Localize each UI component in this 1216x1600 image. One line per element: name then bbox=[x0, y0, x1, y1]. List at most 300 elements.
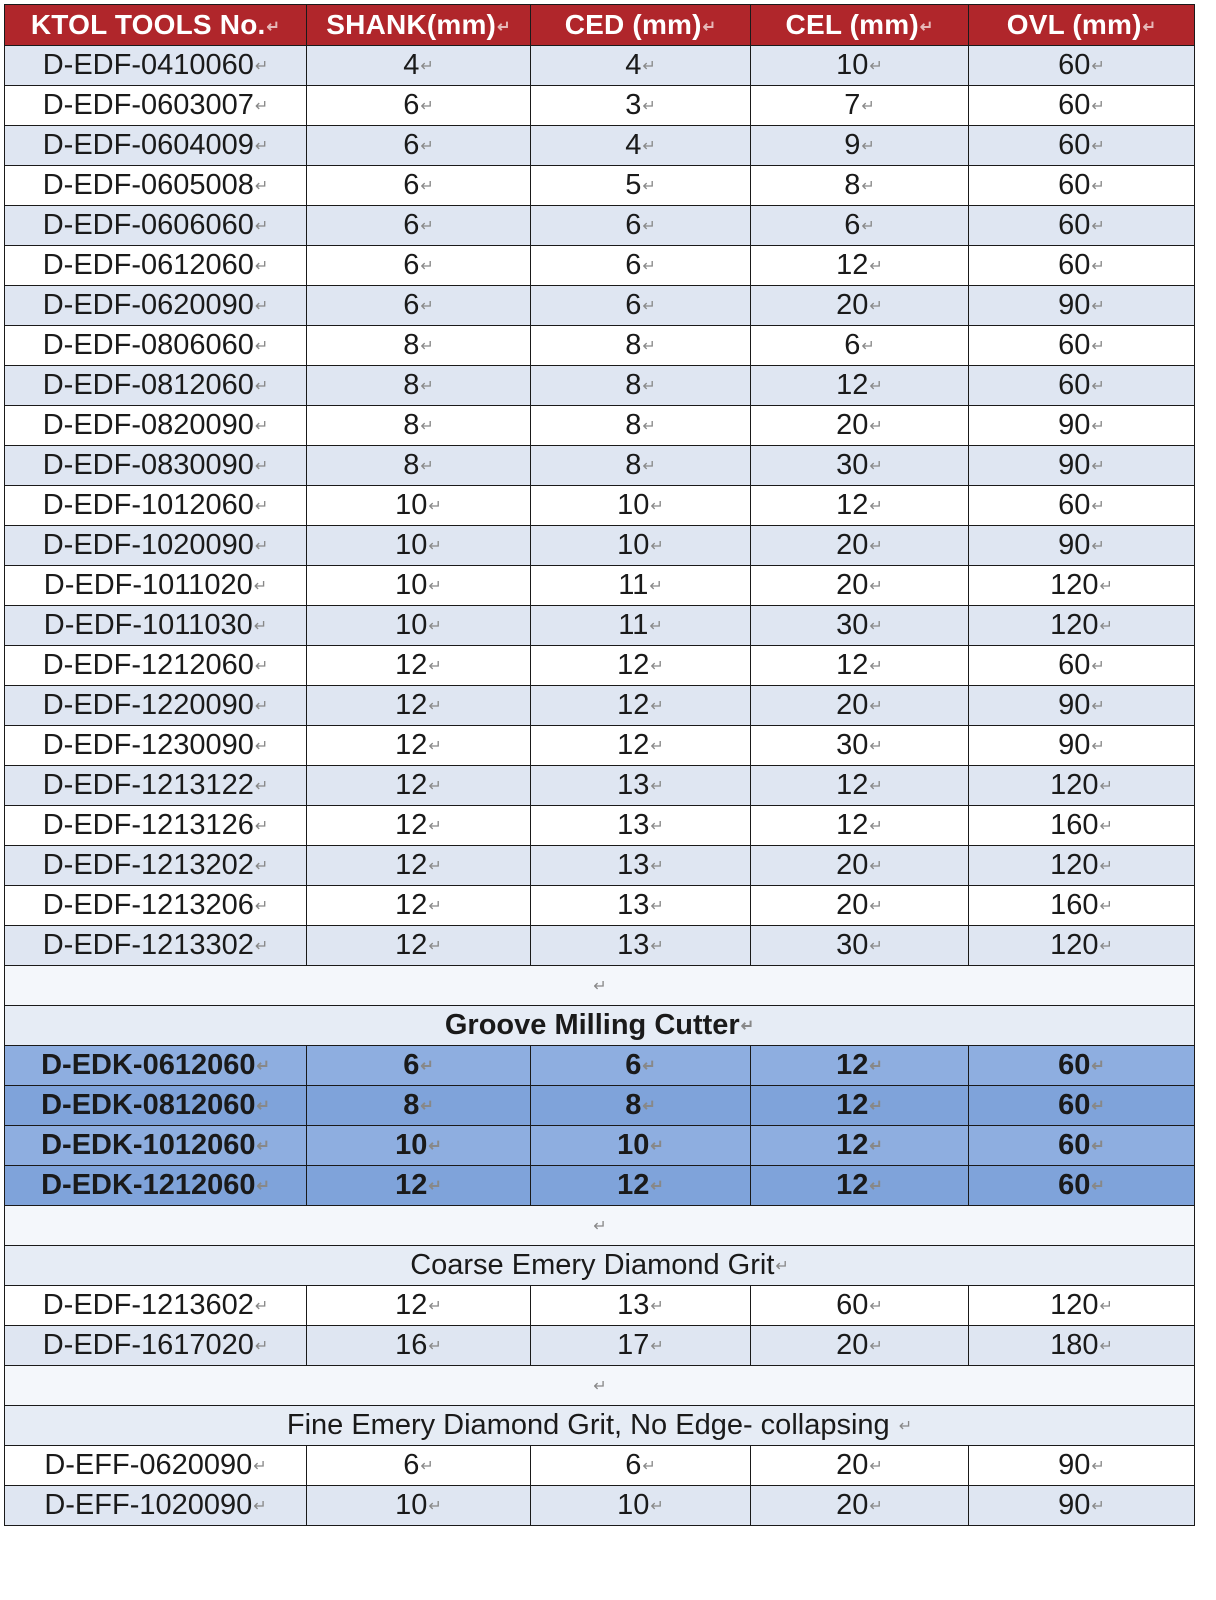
paragraph-mark-icon: ↵ bbox=[254, 418, 269, 436]
shank-cell-text: 10 bbox=[395, 569, 428, 601]
table-row bbox=[5, 886, 1195, 926]
paragraph-mark-icon: ↵ bbox=[861, 98, 875, 116]
ced-cell-text: 10 bbox=[617, 1489, 650, 1521]
ced-cell bbox=[531, 1046, 751, 1086]
part-number-cell bbox=[5, 46, 307, 86]
part-number-cell-text: D-EDK-1012060 bbox=[41, 1129, 256, 1161]
part-number-cell bbox=[5, 366, 307, 406]
paragraph-mark-icon: ↵ bbox=[428, 698, 442, 716]
paragraph-mark-icon: ↵ bbox=[650, 738, 664, 756]
cel-cell bbox=[751, 206, 969, 246]
table-row bbox=[5, 646, 1195, 686]
shank-cell-text: 12 bbox=[395, 849, 428, 881]
ovl-cell bbox=[969, 646, 1195, 686]
cel-cell-text: 20 bbox=[836, 889, 869, 921]
part-number-cell bbox=[5, 646, 307, 686]
paragraph-mark-icon: ↵ bbox=[650, 1298, 664, 1316]
ovl-cell-text: 120 bbox=[1050, 609, 1099, 641]
paragraph-mark-icon: ↵ bbox=[1091, 1498, 1105, 1516]
column-header-text: SHANK(mm) bbox=[326, 9, 497, 40]
cel-cell-text: 6 bbox=[844, 329, 861, 361]
ovl-cell bbox=[969, 446, 1195, 486]
paragraph-mark-icon: ↵ bbox=[869, 578, 883, 596]
ced-cell-text: 6 bbox=[625, 249, 642, 281]
column-header-text: KTOL TOOLS No. bbox=[30, 9, 266, 40]
ovl-cell-text: 60 bbox=[1058, 329, 1091, 361]
paragraph-mark-icon: ↵ bbox=[420, 178, 434, 196]
paragraph-mark-icon: ↵ bbox=[1099, 938, 1113, 956]
table-row bbox=[5, 846, 1195, 886]
ovl-cell bbox=[969, 46, 1195, 86]
paragraph-mark-icon: ↵ bbox=[1099, 578, 1113, 596]
shank-cell bbox=[307, 246, 531, 286]
cel-cell bbox=[751, 86, 969, 126]
paragraph-mark-icon: ↵ bbox=[650, 1338, 664, 1356]
paragraph-mark-icon: ↵ bbox=[428, 1138, 442, 1156]
table-row bbox=[5, 46, 1195, 86]
part-number-cell-text: D-EDF-0820090 bbox=[42, 409, 254, 441]
paragraph-mark-icon: ↵ bbox=[869, 1498, 883, 1516]
part-number-cell bbox=[5, 606, 307, 646]
part-number-cell-text: D-EDK-0812060 bbox=[41, 1089, 256, 1121]
ovl-cell-text: 90 bbox=[1058, 289, 1091, 321]
shank-cell bbox=[307, 446, 531, 486]
cel-cell bbox=[751, 406, 969, 446]
table-row bbox=[5, 726, 1195, 766]
shank-cell-text: 12 bbox=[395, 689, 428, 721]
ced-cell-text: 13 bbox=[617, 1289, 650, 1321]
table-row bbox=[5, 1326, 1195, 1366]
paragraph-mark-icon: ↵ bbox=[649, 578, 663, 596]
paragraph-mark-icon: ↵ bbox=[1099, 858, 1113, 876]
part-number-cell bbox=[5, 566, 307, 606]
ovl-cell bbox=[969, 726, 1195, 766]
paragraph-mark-icon: ↵ bbox=[253, 1458, 267, 1476]
ovl-cell bbox=[969, 526, 1195, 566]
paragraph-mark-icon: ↵ bbox=[861, 178, 875, 196]
paragraph-mark-icon: ↵ bbox=[1091, 458, 1105, 476]
part-number-cell bbox=[5, 326, 307, 366]
ovl-cell bbox=[969, 246, 1195, 286]
ced-cell-text: 12 bbox=[617, 689, 650, 721]
paragraph-mark-icon: ↵ bbox=[869, 538, 883, 556]
ovl-cell-text: 60 bbox=[1058, 169, 1091, 201]
shank-cell-text: 4 bbox=[403, 49, 420, 81]
ovl-cell bbox=[969, 406, 1195, 446]
part-number-cell bbox=[5, 286, 307, 326]
paragraph-mark-icon: ↵ bbox=[869, 498, 883, 516]
paragraph-mark-icon: ↵ bbox=[1099, 1298, 1113, 1316]
paragraph-mark-icon: ↵ bbox=[1091, 698, 1105, 716]
ced-cell bbox=[531, 846, 751, 886]
paragraph-mark-icon: ↵ bbox=[642, 98, 656, 116]
shank-cell-text: 10 bbox=[395, 529, 428, 561]
paragraph-mark-icon: ↵ bbox=[650, 858, 664, 876]
ovl-cell bbox=[969, 766, 1195, 806]
paragraph-mark-icon: ↵ bbox=[869, 58, 883, 76]
shank-cell bbox=[307, 646, 531, 686]
paragraph-mark-icon: ↵ bbox=[642, 418, 656, 436]
table-row bbox=[5, 806, 1195, 846]
ced-cell bbox=[531, 1326, 751, 1366]
ovl-cell bbox=[969, 1166, 1195, 1206]
paragraph-mark-icon: ↵ bbox=[642, 1458, 656, 1476]
table-row bbox=[5, 566, 1195, 606]
part-number-cell-text: D-EDF-1020090 bbox=[42, 529, 254, 561]
ovl-cell-text: 90 bbox=[1058, 729, 1091, 761]
cel-cell bbox=[751, 1286, 969, 1326]
paragraph-mark-icon: ↵ bbox=[420, 218, 434, 236]
column-header-text: CEL (mm) bbox=[785, 9, 919, 40]
paragraph-mark-icon: ↵ bbox=[1091, 418, 1105, 436]
ovl-cell bbox=[969, 566, 1195, 606]
paragraph-mark-icon: ↵ bbox=[1142, 18, 1157, 36]
ovl-cell-text: 60 bbox=[1058, 89, 1091, 121]
paragraph-mark-icon: ↵ bbox=[593, 1217, 607, 1235]
paragraph-mark-icon: ↵ bbox=[254, 1298, 269, 1316]
part-number-cell-text: D-EFF-0620090 bbox=[44, 1449, 253, 1481]
spacer-row bbox=[5, 966, 1195, 1006]
paragraph-mark-icon: ↵ bbox=[869, 898, 883, 916]
cel-cell-text: 20 bbox=[836, 1329, 869, 1361]
shank-cell-text: 10 bbox=[395, 1489, 428, 1521]
part-number-cell-text: D-EDF-1011030 bbox=[43, 609, 253, 641]
ovl-cell bbox=[969, 126, 1195, 166]
cel-cell-text: 12 bbox=[836, 489, 869, 521]
section-title-row bbox=[5, 1246, 1195, 1286]
ovl-cell-text: 60 bbox=[1058, 489, 1091, 521]
paragraph-mark-icon: ↵ bbox=[253, 618, 268, 636]
ovl-cell bbox=[969, 1286, 1195, 1326]
paragraph-mark-icon: ↵ bbox=[254, 58, 269, 76]
ovl-cell-text: 60 bbox=[1058, 1049, 1091, 1081]
paragraph-mark-icon: ↵ bbox=[254, 218, 269, 236]
cel-cell-text: 20 bbox=[836, 1449, 869, 1481]
part-number-cell-text: D-EDF-1012060 bbox=[42, 489, 254, 521]
cel-cell-text: 7 bbox=[844, 89, 861, 121]
cel-cell bbox=[751, 1086, 969, 1126]
paragraph-mark-icon: ↵ bbox=[420, 458, 434, 476]
part-number-cell bbox=[5, 1286, 307, 1326]
ced-cell bbox=[531, 246, 751, 286]
shank-cell-text: 6 bbox=[403, 1449, 420, 1481]
shank-cell bbox=[307, 126, 531, 166]
column-header bbox=[5, 5, 307, 46]
ovl-cell bbox=[969, 846, 1195, 886]
shank-cell-text: 8 bbox=[403, 369, 420, 401]
cel-cell bbox=[751, 526, 969, 566]
paragraph-mark-icon: ↵ bbox=[420, 1098, 434, 1116]
paragraph-mark-icon: ↵ bbox=[1091, 218, 1105, 236]
ced-cell bbox=[531, 606, 751, 646]
paragraph-mark-icon: ↵ bbox=[256, 1058, 270, 1076]
cel-cell-text: 12 bbox=[836, 1049, 869, 1081]
shank-cell-text: 6 bbox=[403, 89, 420, 121]
paragraph-mark-icon: ↵ bbox=[254, 498, 269, 516]
cel-cell bbox=[751, 1126, 969, 1166]
table-row bbox=[5, 366, 1195, 406]
paragraph-mark-icon: ↵ bbox=[266, 18, 281, 36]
ovl-cell-text: 60 bbox=[1058, 649, 1091, 681]
cel-cell bbox=[751, 1166, 969, 1206]
ovl-cell-text: 60 bbox=[1058, 369, 1091, 401]
shank-cell bbox=[307, 1486, 531, 1526]
ovl-cell bbox=[969, 326, 1195, 366]
ovl-cell bbox=[969, 1086, 1195, 1126]
part-number-cell-text: D-EDF-0410060 bbox=[42, 49, 254, 81]
paragraph-mark-icon: ↵ bbox=[256, 1138, 270, 1156]
ovl-cell-text: 160 bbox=[1050, 809, 1099, 841]
ovl-cell bbox=[969, 366, 1195, 406]
paragraph-mark-icon: ↵ bbox=[1091, 1178, 1105, 1196]
ovl-cell-text: 60 bbox=[1058, 129, 1091, 161]
paragraph-mark-icon: ↵ bbox=[1091, 298, 1105, 316]
ovl-cell bbox=[969, 1326, 1195, 1366]
paragraph-mark-icon: ↵ bbox=[869, 1178, 883, 1196]
part-number-cell-text: D-EDF-0620090 bbox=[42, 289, 254, 321]
paragraph-mark-icon: ↵ bbox=[256, 1178, 270, 1196]
cel-cell bbox=[751, 726, 969, 766]
paragraph-mark-icon: ↵ bbox=[642, 298, 656, 316]
paragraph-mark-icon: ↵ bbox=[869, 778, 883, 796]
paragraph-mark-icon: ↵ bbox=[1091, 178, 1105, 196]
column-header bbox=[531, 5, 751, 46]
paragraph-mark-icon: ↵ bbox=[254, 178, 269, 196]
part-number-cell bbox=[5, 1086, 307, 1126]
part-number-cell bbox=[5, 406, 307, 446]
cel-cell bbox=[751, 886, 969, 926]
section-title bbox=[5, 1006, 1195, 1046]
ced-cell bbox=[531, 526, 751, 566]
cel-cell bbox=[751, 486, 969, 526]
section-title-text: Coarse Emery Diamond Grit bbox=[410, 1249, 775, 1281]
part-number-cell bbox=[5, 486, 307, 526]
shank-cell bbox=[307, 606, 531, 646]
table-row bbox=[5, 606, 1195, 646]
paragraph-mark-icon: ↵ bbox=[428, 938, 442, 956]
cel-cell-text: 20 bbox=[836, 529, 869, 561]
part-number-cell-text: D-EDF-1213602 bbox=[42, 1289, 254, 1321]
shank-cell-text: 12 bbox=[395, 809, 428, 841]
paragraph-mark-icon: ↵ bbox=[428, 1498, 442, 1516]
ovl-cell bbox=[969, 1446, 1195, 1486]
paragraph-mark-icon: ↵ bbox=[869, 1058, 883, 1076]
spec-table-container bbox=[4, 4, 1194, 1526]
cel-cell-text: 60 bbox=[836, 1289, 869, 1321]
paragraph-mark-icon: ↵ bbox=[775, 1258, 789, 1276]
ced-cell bbox=[531, 406, 751, 446]
paragraph-mark-icon: ↵ bbox=[1091, 1458, 1105, 1476]
part-number-cell-text: D-EDF-0606060 bbox=[42, 209, 254, 241]
paragraph-mark-icon: ↵ bbox=[919, 18, 934, 36]
ovl-cell-text: 90 bbox=[1058, 1449, 1091, 1481]
shank-cell-text: 12 bbox=[395, 649, 428, 681]
ovl-cell-text: 90 bbox=[1058, 529, 1091, 561]
column-header-text: OVL (mm) bbox=[1006, 9, 1142, 40]
spacer-cell bbox=[5, 1206, 1195, 1246]
ced-cell bbox=[531, 326, 751, 366]
shank-cell-text: 8 bbox=[403, 329, 420, 361]
table-row bbox=[5, 1166, 1195, 1206]
cel-cell-text: 30 bbox=[836, 609, 869, 641]
paragraph-mark-icon: ↵ bbox=[420, 338, 434, 356]
cel-cell-text: 20 bbox=[836, 289, 869, 321]
cel-cell bbox=[751, 326, 969, 366]
part-number-cell bbox=[5, 1126, 307, 1166]
paragraph-mark-icon: ↵ bbox=[253, 578, 268, 596]
ced-cell bbox=[531, 646, 751, 686]
ced-cell bbox=[531, 726, 751, 766]
paragraph-mark-icon: ↵ bbox=[1091, 338, 1105, 356]
paragraph-mark-icon: ↵ bbox=[254, 458, 269, 476]
paragraph-mark-icon: ↵ bbox=[1099, 898, 1113, 916]
paragraph-mark-icon: ↵ bbox=[642, 1058, 656, 1076]
paragraph-mark-icon: ↵ bbox=[1091, 58, 1105, 76]
section-title-row bbox=[5, 1406, 1195, 1446]
cel-cell-text: 12 bbox=[836, 1169, 869, 1201]
ced-cell bbox=[531, 1086, 751, 1126]
paragraph-mark-icon: ↵ bbox=[428, 658, 442, 676]
shank-cell bbox=[307, 566, 531, 606]
part-number-cell bbox=[5, 86, 307, 126]
paragraph-mark-icon: ↵ bbox=[254, 658, 269, 676]
paragraph-mark-icon: ↵ bbox=[254, 378, 269, 396]
part-number-cell bbox=[5, 1446, 307, 1486]
shank-cell bbox=[307, 686, 531, 726]
cel-cell-text: 20 bbox=[836, 689, 869, 721]
paragraph-mark-icon: ↵ bbox=[428, 1298, 442, 1316]
shank-cell bbox=[307, 366, 531, 406]
part-number-cell bbox=[5, 126, 307, 166]
cel-cell-text: 12 bbox=[836, 369, 869, 401]
paragraph-mark-icon: ↵ bbox=[254, 898, 269, 916]
table-header bbox=[5, 5, 1195, 46]
cel-cell bbox=[751, 1046, 969, 1086]
part-number-cell bbox=[5, 686, 307, 726]
ovl-cell-text: 60 bbox=[1058, 1089, 1091, 1121]
cel-cell-text: 12 bbox=[836, 649, 869, 681]
part-number-cell-text: D-EDF-1213202 bbox=[42, 849, 254, 881]
table-row bbox=[5, 86, 1195, 126]
part-number-cell-text: D-EDF-0603007 bbox=[42, 89, 254, 121]
ovl-cell-text: 90 bbox=[1058, 689, 1091, 721]
part-number-cell bbox=[5, 446, 307, 486]
ced-cell bbox=[531, 1126, 751, 1166]
table-row bbox=[5, 166, 1195, 206]
column-header-text: CED (mm) bbox=[564, 9, 702, 40]
shank-cell bbox=[307, 206, 531, 246]
ced-cell bbox=[531, 366, 751, 406]
paragraph-mark-icon: ↵ bbox=[428, 738, 442, 756]
shank-cell-text: 10 bbox=[395, 609, 428, 641]
paragraph-mark-icon: ↵ bbox=[650, 658, 664, 676]
ced-cell bbox=[531, 686, 751, 726]
paragraph-mark-icon: ↵ bbox=[428, 1178, 442, 1196]
ced-cell-text: 8 bbox=[625, 1089, 642, 1121]
ovl-cell-text: 60 bbox=[1058, 209, 1091, 241]
paragraph-mark-icon: ↵ bbox=[428, 618, 442, 636]
paragraph-mark-icon: ↵ bbox=[254, 738, 269, 756]
table-row bbox=[5, 1486, 1195, 1526]
paragraph-mark-icon: ↵ bbox=[254, 538, 269, 556]
paragraph-mark-icon: ↵ bbox=[650, 818, 664, 836]
table-row bbox=[5, 486, 1195, 526]
table-row bbox=[5, 926, 1195, 966]
paragraph-mark-icon: ↵ bbox=[642, 258, 656, 276]
ced-cell bbox=[531, 1486, 751, 1526]
part-number-cell bbox=[5, 886, 307, 926]
paragraph-mark-icon: ↵ bbox=[1091, 138, 1105, 156]
shank-cell-text: 12 bbox=[395, 929, 428, 961]
shank-cell bbox=[307, 1166, 531, 1206]
paragraph-mark-icon: ↵ bbox=[650, 1178, 664, 1196]
ovl-cell-text: 60 bbox=[1058, 1129, 1091, 1161]
paragraph-mark-icon: ↵ bbox=[1091, 498, 1105, 516]
ced-cell-text: 12 bbox=[617, 1169, 650, 1201]
paragraph-mark-icon: ↵ bbox=[254, 698, 269, 716]
shank-cell bbox=[307, 1326, 531, 1366]
table-row bbox=[5, 326, 1195, 366]
ced-cell-text: 13 bbox=[617, 929, 650, 961]
paragraph-mark-icon: ↵ bbox=[420, 378, 434, 396]
paragraph-mark-icon: ↵ bbox=[254, 258, 269, 276]
paragraph-mark-icon: ↵ bbox=[254, 98, 269, 116]
table-row bbox=[5, 406, 1195, 446]
shank-cell bbox=[307, 46, 531, 86]
shank-cell-text: 10 bbox=[395, 1129, 428, 1161]
column-header bbox=[969, 5, 1195, 46]
paragraph-mark-icon: ↵ bbox=[650, 538, 664, 556]
paragraph-mark-icon: ↵ bbox=[861, 138, 875, 156]
paragraph-mark-icon: ↵ bbox=[420, 418, 434, 436]
paragraph-mark-icon: ↵ bbox=[740, 1018, 755, 1036]
section-title bbox=[5, 1246, 1195, 1286]
ced-cell bbox=[531, 1446, 751, 1486]
cel-cell bbox=[751, 806, 969, 846]
paragraph-mark-icon: ↵ bbox=[254, 818, 269, 836]
paragraph-mark-icon: ↵ bbox=[869, 738, 883, 756]
part-number-cell bbox=[5, 926, 307, 966]
paragraph-mark-icon: ↵ bbox=[650, 898, 664, 916]
ced-cell-text: 6 bbox=[625, 289, 642, 321]
part-number-cell-text: D-EDF-1213206 bbox=[42, 889, 254, 921]
ced-cell bbox=[531, 1286, 751, 1326]
ced-cell bbox=[531, 286, 751, 326]
shank-cell bbox=[307, 326, 531, 366]
part-number-cell-text: D-EDF-0612060 bbox=[42, 249, 254, 281]
cel-cell bbox=[751, 246, 969, 286]
cel-cell bbox=[751, 166, 969, 206]
ovl-cell-text: 90 bbox=[1058, 409, 1091, 441]
paragraph-mark-icon: ↵ bbox=[649, 618, 663, 636]
ovl-cell bbox=[969, 886, 1195, 926]
shank-cell-text: 8 bbox=[403, 409, 420, 441]
part-number-cell-text: D-EDF-0812060 bbox=[42, 369, 254, 401]
ced-cell-text: 8 bbox=[625, 409, 642, 441]
paragraph-mark-icon: ↵ bbox=[420, 258, 434, 276]
shank-cell-text: 6 bbox=[403, 1049, 420, 1081]
section-title-text: Fine Emery Diamond Grit, No Edge- collapsing bbox=[286, 1409, 898, 1441]
paragraph-mark-icon: ↵ bbox=[869, 1298, 883, 1316]
ced-cell bbox=[531, 1166, 751, 1206]
ovl-cell-text: 120 bbox=[1050, 769, 1099, 801]
cel-cell bbox=[751, 686, 969, 726]
shank-cell-text: 10 bbox=[395, 489, 428, 521]
part-number-cell-text: D-EDF-1213122 bbox=[42, 769, 254, 801]
ced-cell bbox=[531, 766, 751, 806]
table-row bbox=[5, 446, 1195, 486]
part-number-cell bbox=[5, 846, 307, 886]
